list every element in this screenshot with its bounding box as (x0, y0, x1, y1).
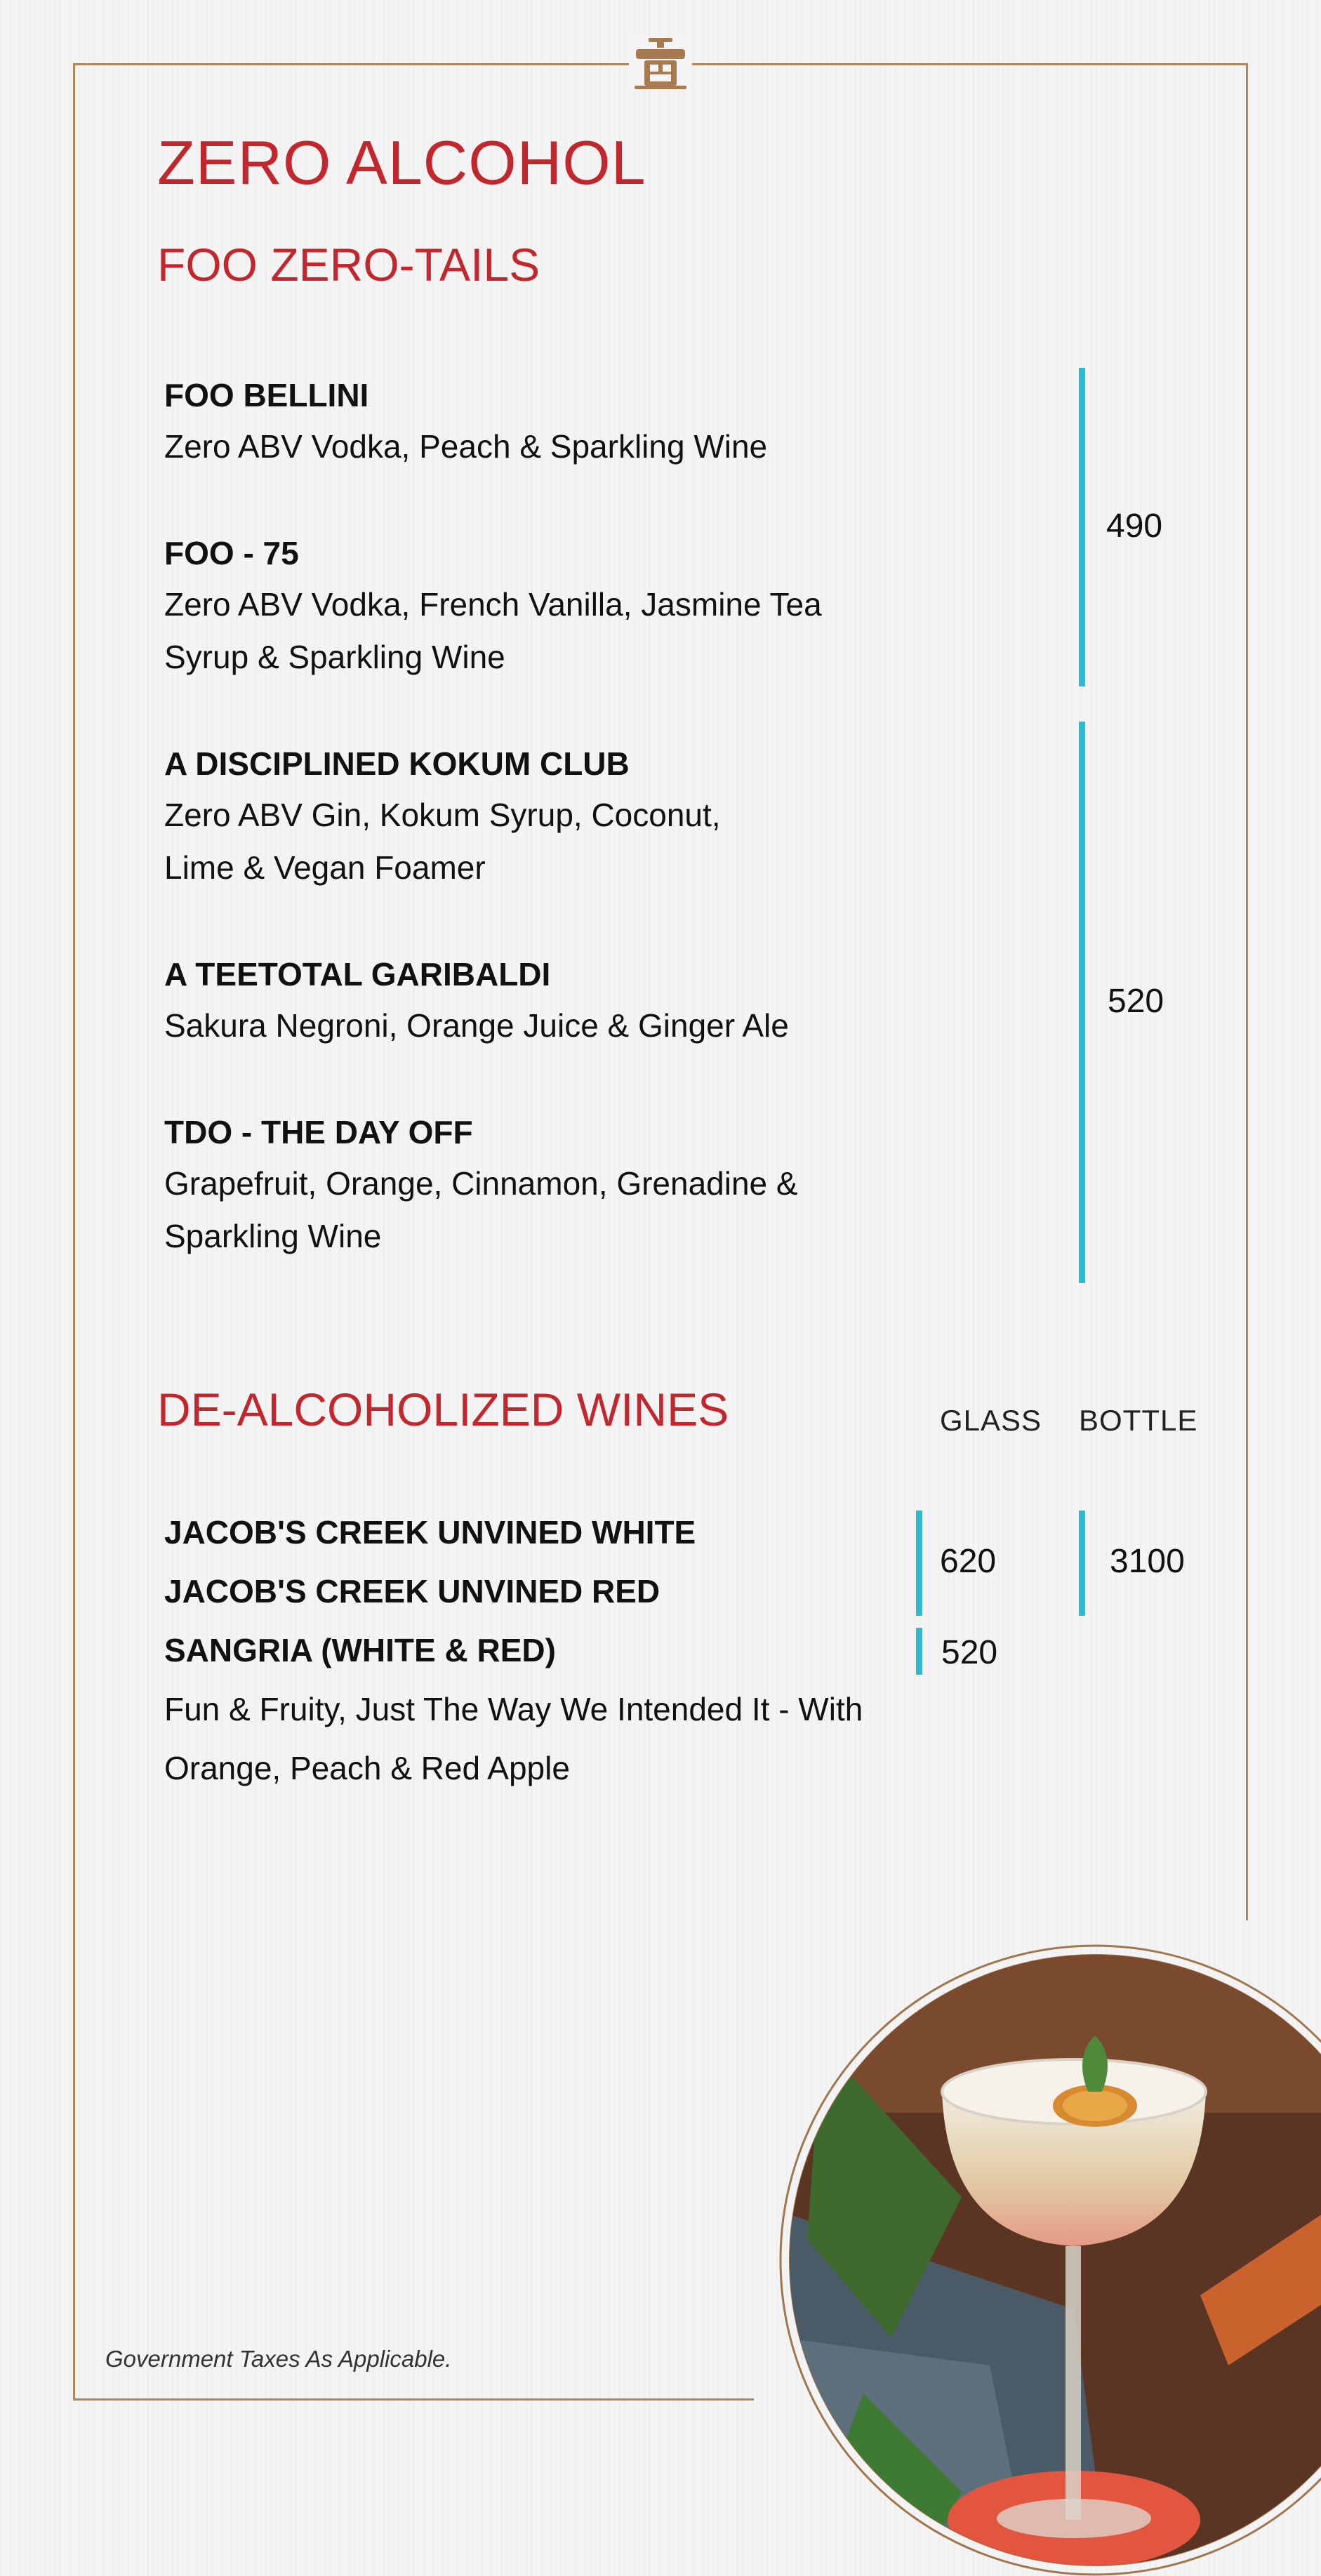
price-value: 520 (941, 1634, 998, 1671)
lantern-logo-icon (629, 36, 692, 90)
menu-item-name: FOO BELLINI (164, 377, 369, 413)
column-header-glass: GLASS (940, 1404, 1042, 1437)
price-group-bar (1079, 1511, 1085, 1616)
menu-item-name: FOO - 75 (164, 535, 299, 571)
price-group-bar (1079, 368, 1085, 686)
menu-item-name: TDO - THE DAY OFF (164, 1114, 473, 1150)
cocktail-photo (779, 1944, 1321, 2576)
section-heading-wines: DE-ALCOHOLIZED WINES (157, 1383, 729, 1435)
menu-item-name: A DISCIPLINED KOKUM CLUB (164, 745, 630, 782)
menu-item-name: A TEETOTAL GARIBALDI (164, 956, 551, 992)
price-group-bar (1079, 722, 1085, 1283)
menu-item-description: Fun & Fruity, Just The Way We Intended It - With Orange, Peach & Red Apple (164, 1691, 863, 1786)
menu-item-description: Zero ABV Gin, Kokum Syrup, Coconut, Lime & Vegan Foamer (164, 797, 721, 886)
menu-item-name: JACOB'S CREEK UNVINED RED (164, 1573, 660, 1609)
price-group-bar (916, 1511, 922, 1616)
section-heading-zero-tails: FOO ZERO-TAILS (157, 239, 540, 291)
page-title: ZERO ALCOHOL (157, 128, 646, 197)
price-value: 3100 (1110, 1543, 1185, 1580)
menu-item-description: Grapefruit, Orange, Cinnamon, Grenadine & Sparkling Wine (164, 1165, 798, 1254)
price-value: 490 (1106, 507, 1163, 545)
tax-footnote: Government Taxes As Applicable. (105, 2346, 452, 2372)
price-group-bar (916, 1628, 922, 1675)
menu-item-name: JACOB'S CREEK UNVINED WHITE (164, 1514, 696, 1551)
menu-item-description: Zero ABV Vodka, French Vanilla, Jasmine Tea Syrup & Sparkling Wine (164, 586, 822, 675)
frame-right-border (1246, 63, 1248, 1920)
menu-item-description: Sakura Negroni, Orange Juice & Ginger Ale (164, 1007, 789, 1044)
price-value: 520 (1108, 983, 1164, 1020)
frame-bottom-border (73, 2398, 754, 2401)
price-value: 620 (940, 1543, 997, 1580)
frame-left-border (73, 63, 75, 2401)
column-header-bottle: BOTTLE (1079, 1404, 1198, 1437)
menu-item-name: SANGRIA (WHITE & RED) (164, 1632, 556, 1668)
menu-item-description: Zero ABV Vodka, Peach & Sparkling Wine (164, 428, 768, 465)
